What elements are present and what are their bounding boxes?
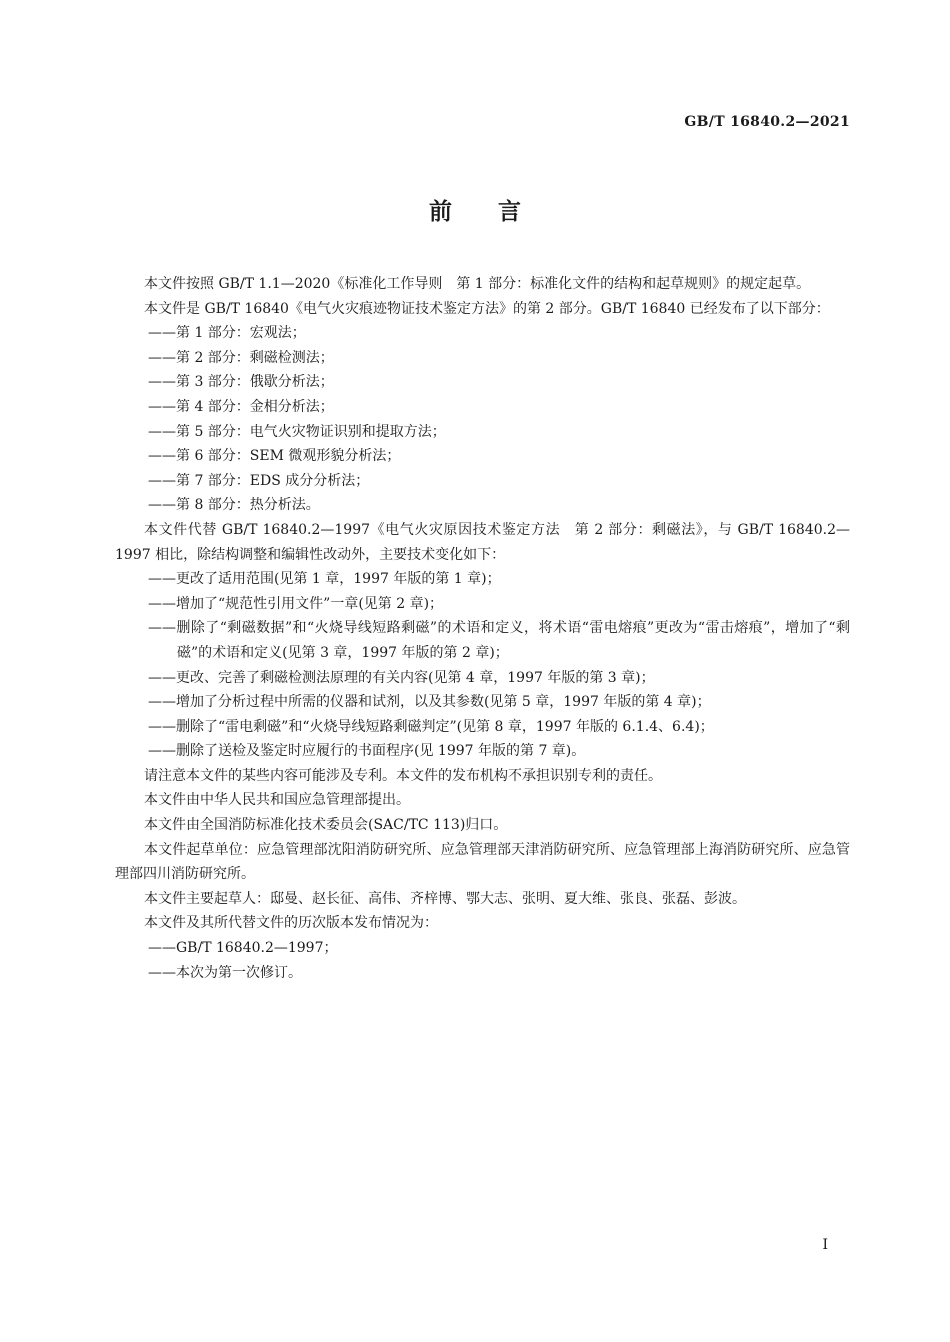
list-item: ——本次为第一次修订。	[148, 964, 302, 981]
list-item: ——第 5 部分：电气火灾物证识别和提取方法；	[148, 423, 446, 440]
list-item: ——删除了“剩磁数据”和“火烧导线短路剩磁”的术语和定义，将术语“雷电熔痕”更改为“雷击熔痕”，增加了“剩磁”的术语和定义(见第 3 章，1997 年版的第 2 章)；	[148, 620, 850, 661]
paragraph-history: 本文件及其所代替文件的历次版本发布情况为：	[144, 915, 438, 932]
list-item: ——更改了适用范围(见第 1 章，1997 年版的第 1 章)；	[148, 571, 501, 588]
paragraph-replaces: 本文件代替 GB/T 16840.2—1997《电气火灾原因技术鉴定方法 第 2 部分：剩磁法》，与 GB/T 16840.2—1997 相比，除结构调整和编辑性改动外，主要技术变化如下：	[115, 521, 850, 563]
paragraph-proposer: 本文件由中华人民共和国应急管理部提出。	[144, 792, 410, 809]
list-item: ——第 2 部分：剩磁检测法；	[148, 349, 334, 366]
list-item: ——增加了“规范性引用文件”一章(见第 2 章)；	[148, 595, 444, 612]
paragraph-series-intro: 本文件是 GB/T 16840《电气火灾痕迹物证技术鉴定方法》的第 2 部分。GB/T 16840 已经发布了以下部分：	[144, 300, 830, 317]
paragraph-drafting-units: 本文件起草单位：应急管理部沈阳消防研究所、应急管理部天津消防研究所、应急管理部上海消防研究所、应急管理部四川消防研究所。	[115, 841, 850, 883]
list-item: ——删除了送检及鉴定时应履行的书面程序(见 1997 年版的第 7 章)。	[148, 743, 586, 760]
list-item: ——删除了“雷电剩磁”和“火烧导线短路剩磁判定”(见第 8 章，1997 年版的 6.1.4、6.4)；	[148, 718, 714, 735]
list-item: ——更改、完善了剩磁检测法原理的有关内容(见第 4 章，1997 年版的第 3 章)；	[148, 669, 655, 686]
list-item: ——GB/T 16840.2—1997；	[148, 940, 338, 957]
list-item: ——增加了分析过程中所需的仪器和试剂，以及其参数(见第 5 章，1997 年版的第 4 章)；	[148, 694, 711, 711]
list-item: ——第 4 部分：金相分析法；	[148, 398, 334, 415]
list-item: ——第 1 部分：宏观法；	[148, 325, 306, 342]
paragraph-drafters: 本文件主要起草人：邸曼、赵长征、高伟、齐梓博、鄂大志、张明、夏大维、张良、张磊、彭波。	[144, 890, 746, 907]
standard-number: GB/T 16840.2—2021	[684, 114, 850, 130]
page-title: 前言	[429, 199, 567, 225]
list-item: ——第 8 部分：热分析法。	[148, 497, 320, 514]
paragraph-drafting-rules: 本文件按照 GB/T 1.1—2020《标准化工作导则 第 1 部分：标准化文件的结构和起草规则》的规定起草。	[144, 276, 811, 292]
list-item: ——第 6 部分：SEM 微观形貌分析法；	[148, 448, 401, 465]
list-item: ——第 3 部分：俄歇分析法；	[148, 374, 334, 391]
foreword-body	[115, 272, 850, 985]
paragraph-committee: 本文件由全国消防标准化技术委员会(SAC/TC 113)归口。	[144, 817, 508, 834]
page-number: I	[822, 1237, 828, 1253]
paragraph-patent-notice: 请注意本文件的某些内容可能涉及专利。本文件的发布机构不承担识别专利的责任。	[144, 767, 662, 784]
list-item: ——第 7 部分：EDS 成分分析法；	[148, 472, 370, 489]
